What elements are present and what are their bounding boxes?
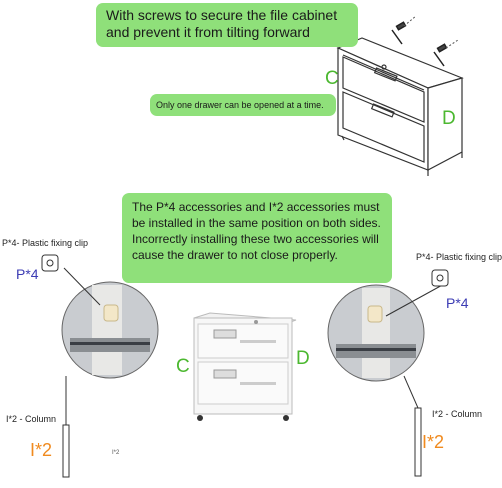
right-clip-count: P*4 <box>446 295 469 311</box>
left-clip-count: P*4 <box>16 266 39 282</box>
left-clip-label: P*4- Plastic fixing clip <box>2 238 89 248</box>
left-column-count: I*2 <box>30 440 53 460</box>
letter-d-top: D <box>442 108 456 129</box>
screw-icon <box>392 22 446 66</box>
center-cabinet-photo <box>194 313 296 421</box>
letter-c-bottom: C <box>176 356 190 377</box>
top-cabinet-lineart <box>338 38 462 176</box>
left-detail-circle <box>62 282 158 378</box>
callout-screws: With screws to secure the file cabinet and prevent it from tilting forward <box>96 3 358 47</box>
right-detail-circle <box>328 285 424 381</box>
column-icon <box>63 408 421 477</box>
left-tiny-label: I*2 <box>112 450 120 456</box>
right-column-label: I*2 - Column <box>432 409 483 419</box>
left-column-label: I*2 - Column <box>6 414 57 424</box>
right-clip-label: P*4- Plastic fixing clip <box>416 252 502 262</box>
callout-one-drawer: Only one drawer can be opened at a time. <box>150 94 336 116</box>
letter-c-top: C <box>325 68 339 89</box>
callout-accessories: The P*4 accessories and I*2 accessories must be installed in the same position on both sides. Incorrectly installing these two accessories will cause the drawer to not close properly. <box>122 193 392 283</box>
right-column-count: I*2 <box>422 432 445 452</box>
letter-d-bottom: D <box>296 348 310 369</box>
